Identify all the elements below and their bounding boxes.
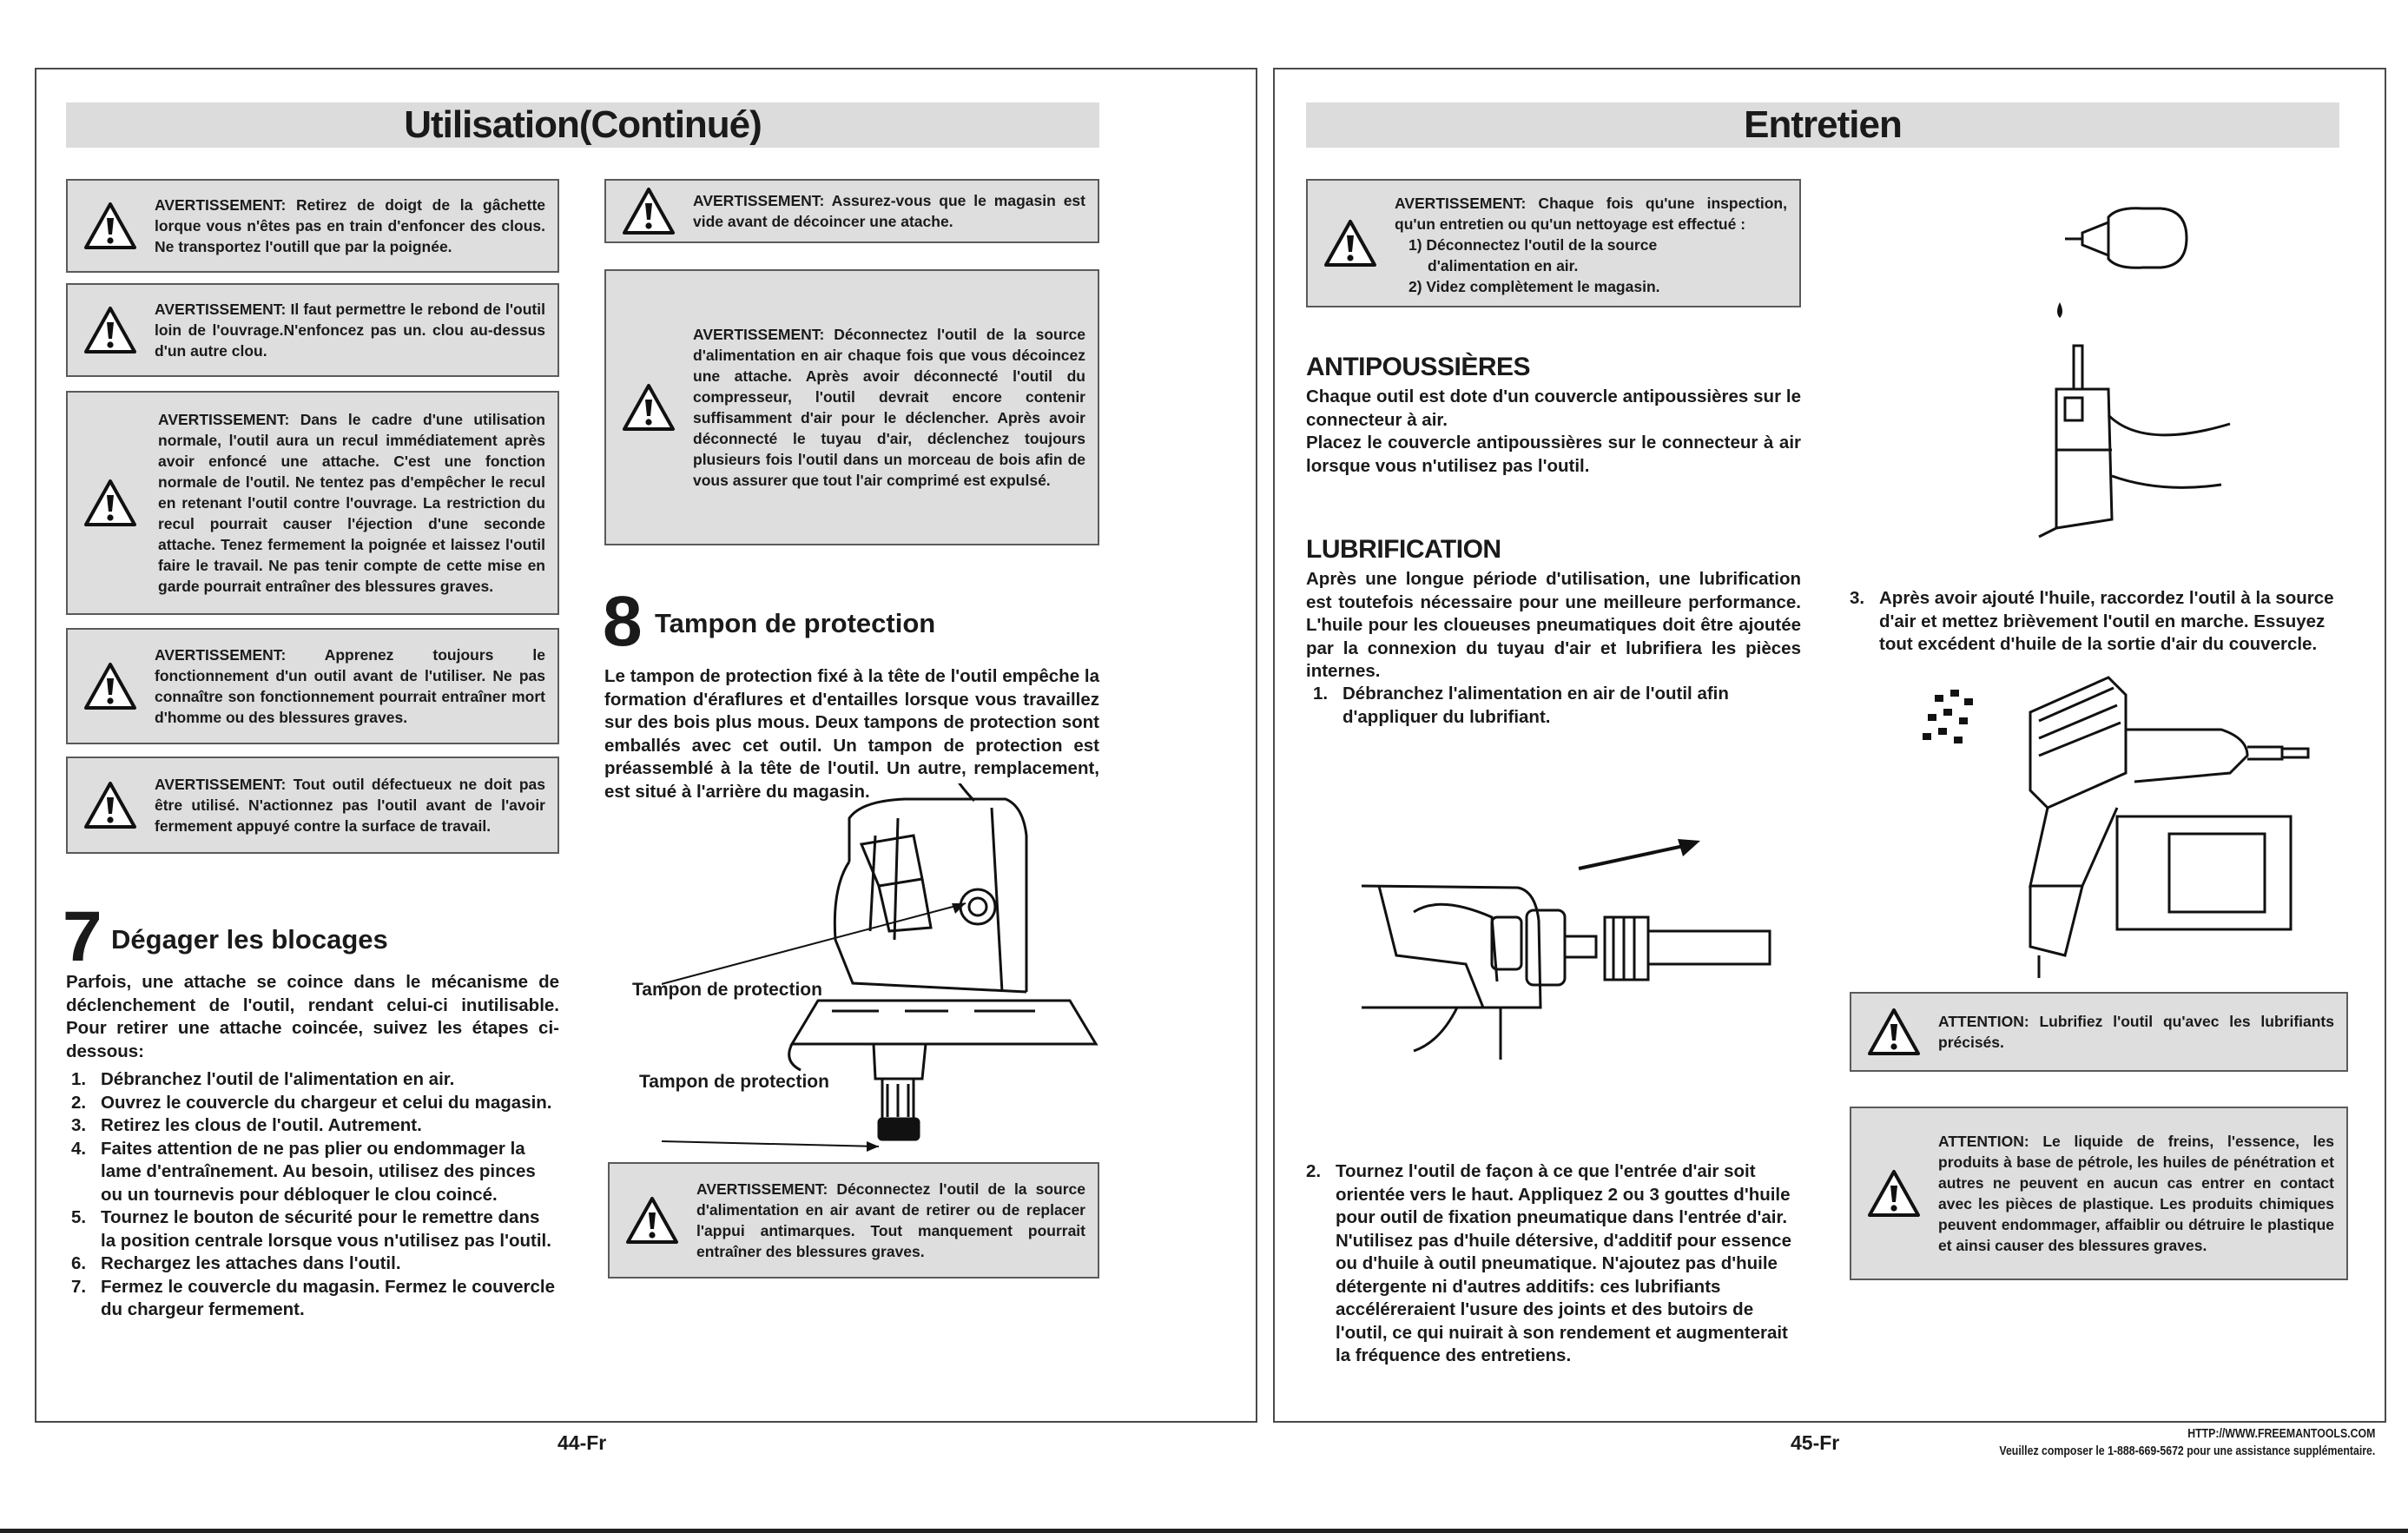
warning-icon [83, 479, 137, 527]
antipoussieres-body [1306, 386, 1801, 478]
coil-nailer-illustration [1909, 669, 2326, 981]
warning-text [696, 1173, 1085, 1268]
list-item [71, 1114, 559, 1138]
lubrification-step3 [1850, 587, 2348, 657]
warning-text [1395, 193, 1787, 297]
warning-icon [1323, 219, 1377, 268]
section-number-7: 7 [63, 897, 102, 976]
warning-text [155, 189, 545, 262]
warning-icon [83, 662, 137, 710]
list-item [71, 1138, 559, 1207]
warning-text [158, 401, 545, 605]
attention-text-2: ATTENTION: Le liquide de freins, l'essence, les produits à base de pétrole, les huiles de pénétration et autres ne peuvent en aucun cas entrer en contact avec les pièces de plastique. Les produits chimiques peuvent endommager, affaiblir ou détruire le plastique et ainsi causer des blessures graves. [1938, 1133, 2334, 1254]
warning-text [693, 189, 1085, 233]
step-text: Tournez l'outil de façon à ce que l'entrée d'air soit orientée vers le haut. Appliquez 2 ou 3 gouttes d'huile pour outil de fixation pneumatique dans l'entrée d'air. N'utilisez pas d'huile détersive, d'additif pour essence ou d'huile à outil pneumatique. N'ajoutez pas d'huile détergente ni d'autres additifs: ces lubrifiants accéléreraient l'usure des joints et des butoirs de l'outil, ce qui nuirait à son rendement et augmenterait la fréquence des entretiens. [1336, 1161, 1791, 1365]
section8-body: Le tampon de protection fixé à la tête de l'outil empêche la formation d'éraflures et d'entailles lorsque vous travaillez sur des bois plus mous. Deux tampons de protection sont emballés avec cet outil. Un tampon de protection est préassemblé à la tête de l'outil. Un autre, remplacement, est situé à l'arrière du magasin. [604, 666, 1099, 802]
warning-item: d'alimentation en air. [1428, 257, 1579, 274]
title-text: Utilisation(Continué) [404, 103, 762, 146]
step-text: Après avoir ajouté l'huile, raccordez l'outil à la source d'air et mettez brièvement l'outil en marche. Essuyez tout excédent d'huile de la sortie d'air du couvercle. [1879, 588, 2334, 654]
step-number: 5. [71, 1207, 87, 1227]
page-title-entretien [1306, 102, 2339, 148]
heading-lubrification: LUBRIFICATION [1306, 535, 1501, 564]
footer-contact [1999, 1425, 2375, 1460]
warning-box [66, 391, 559, 615]
warning-text-8: AVERTISSEMENT: Déconnectez l'outil de la source d'alimentation en air avant de retirer ou de replacer l'appui antimarques. Tout manquement pourrait entraîner des blessures graves. [696, 1180, 1085, 1260]
warning-text-7: AVERTISSEMENT: Déconnectez l'outil de la source d'alimentation en air chaque fois que vous décoincez une attache. Après avoir déconnecté l'outil du compresseur, l'outil devrait encore contenir suffisamment d'air pour le déclencher. Après avoir déconnecté le tuyau d'air, déclenchez toujours plusieurs fois l'outil dans un morceau de bois afin de vous assurer que tout l'air comprimé est expulsé. [693, 326, 1085, 489]
left-page [35, 68, 1257, 1423]
step-number: 1. [71, 1069, 87, 1089]
title-text: Entretien [1744, 103, 1902, 146]
warning-text-2: AVERTISSEMENT: Il faut permettre le rebond de l'outil loin de l'ouvrage.N'enfoncez pas un. clou au-dessus d'un autre clou. [155, 301, 545, 360]
right-page [1273, 68, 2386, 1423]
callout-label: Tampon de protection [632, 980, 822, 1000]
warning-icon [622, 383, 676, 432]
step-number: 7. [71, 1276, 87, 1297]
footer-url[interactable]: HTTP://WWW.FREEMANTOOLS.COM [2187, 1427, 2375, 1441]
list-item [1306, 1160, 1801, 1368]
bottom-divider [0, 1529, 2408, 1533]
step-number: 4. [71, 1138, 87, 1159]
antipoussieres-text-1: Chaque outil est dote d'un couvercle antipoussières sur le connecteur à air. [1306, 387, 1801, 430]
section-number-8: 8 [603, 582, 643, 661]
warning-text-5: AVERTISSEMENT: Tout outil défectueux ne doit pas être utilisé. N'actionnez pas l'outil avant de l'avoir fermement appuyé contre la surface de travail. [155, 776, 545, 835]
step-text: Retirez les clous de l'outil. Autrement. [101, 1115, 422, 1135]
warning-box [66, 628, 559, 744]
step-number: 6. [71, 1253, 87, 1273]
step-number: 2. [1306, 1161, 1322, 1181]
warning-icon [1867, 1008, 1921, 1056]
attention-text [1938, 1117, 2334, 1270]
warning-box [66, 283, 559, 377]
step-number: 1. [1313, 684, 1329, 704]
step-text: Débranchez l'alimentation en air de l'outil afin d'appliquer du lubrifiant. [1343, 684, 1729, 727]
warning-icon [625, 1196, 679, 1245]
warning-icon [1867, 1169, 1921, 1218]
step-text: Faites attention de ne pas plier ou endommager la lame d'entraînement. Au besoin, utilisez des pinces ou un tournevis pour débloquer le clou coincé. [101, 1138, 536, 1205]
warning-icon [83, 306, 137, 354]
warning-box [66, 179, 559, 273]
warning-item: 2) Videz complètement le magasin. [1409, 278, 1660, 295]
lubrification-body: Après une longue période d'utilisation, une lubrification est toutefois nécessaire pour une meilleure performance. L'huile pour les cloueuses pneumatiques doit être ajoutée par la connexion du tuyau d'air et lubrifiera les pièces internes. [1306, 569, 1801, 681]
warning-text-1: AVERTISSEMENT: Retirez de doigt de la gâchette lorque vous n'êtes pas en train d'enfoncer des clous. Ne transportez l'outill que par la poignée. [155, 196, 545, 255]
air-connector-illustration [1362, 834, 1778, 1094]
footer-phone: Veuillez composer le 1-888-669-5672 pour une assistance supplémentaire. [1999, 1444, 2375, 1458]
warning-box [66, 757, 559, 854]
warning-text [155, 638, 545, 734]
page-number-right: 45-Fr [1791, 1431, 1840, 1454]
attention-text [1938, 1002, 2334, 1061]
page-title-utilisation [66, 102, 1099, 148]
section-title-7: Dégager les blocages [111, 924, 388, 955]
warning-item: 1) Déconnectez l'outil de la source [1409, 236, 1658, 254]
list-item [71, 1252, 559, 1276]
warning-text-9: AVERTISSEMENT: Chaque fois qu'une inspection, qu'un entretien ou qu'un nettoyage est effectué : [1395, 195, 1787, 233]
list-item [71, 1068, 559, 1092]
step-number: 3. [71, 1115, 87, 1135]
step-number: 2. [71, 1092, 87, 1113]
warning-text [155, 767, 545, 843]
attention-box [1850, 1107, 2348, 1280]
warning-text [155, 294, 545, 367]
list-item [1850, 587, 2348, 657]
antipoussieres-text-2: Placez le couvercle antipoussières sur le connecteur à air lorsque vous n'utilisez pas l'outil. [1306, 433, 1801, 476]
warning-box [608, 1162, 1099, 1279]
step-text: Tournez le bouton de sécurité pour le remettre dans la position centrale lorsque vous n'utilisez pas l'outil. [101, 1207, 551, 1251]
page-number-left: 44-Fr [557, 1431, 607, 1454]
warning-text-3: AVERTISSEMENT: Dans le cadre d'une utilisation normale, l'outil aura un recul immédiatement après avoir enfoncé une attache. C'est une fonction normale de l'outil. Ne tentez pas d'empêcher le recul en retenant l'outil contre l'ouvrage. La restriction du recul pourrait causer l'éjection d'une seconde attache. Tenez fermement la poignée et laissez l'outil faire le travail. Ne pas tenir compte de cette mise en garde pourrait entraîner des blessures graves. [158, 411, 545, 595]
lubrification-step2 [1306, 1160, 1801, 1368]
warning-text [693, 280, 1085, 535]
section7-steps [71, 1068, 559, 1322]
step-text: Fermez le couvercle du magasin. Fermez le couvercle du chargeur fermement. [101, 1276, 555, 1319]
warning-box [604, 179, 1099, 243]
step-text: Débranchez l'outil de l'alimentation en air. [101, 1069, 455, 1089]
warning-box [604, 269, 1099, 545]
lubrification-step1 [1313, 683, 1801, 729]
section7-intro: Parfois, une attache se coince dans le mécanisme de déclenchement de l'outil, rendant celui-ci inutilisable. Pour retirer une attache coincée, suivez les étapes ci-dessous: [66, 972, 559, 1061]
step-text: Rechargez les attaches dans l'outil. [101, 1253, 401, 1273]
list-item [1313, 683, 1801, 729]
heading-antipoussieres: ANTIPOUSSIÈRES [1306, 353, 1531, 381]
warning-text-6: AVERTISSEMENT: Assurez-vous que le magasin est vide avant de décoincer une atache. [693, 192, 1085, 230]
step-text: Ouvrez le couvercle du chargeur et celui du magasin. [101, 1092, 552, 1113]
oil-bottle-illustration [2022, 189, 2265, 554]
attention-text-1: ATTENTION: Lubrifiez l'outil qu'avec les lubrifiants précisés. [1938, 1013, 2334, 1051]
list-item [71, 1092, 559, 1115]
warning-box [1306, 179, 1801, 307]
list-item [71, 1276, 559, 1322]
warning-icon [83, 202, 137, 250]
list-item [71, 1206, 559, 1252]
warning-icon [83, 781, 137, 829]
step-number: 3. [1850, 588, 1865, 608]
attention-box [1850, 992, 2348, 1072]
warning-text-4: AVERTISSEMENT: Apprenez toujours le fonctionnement d'un outil avant de l'utiliser. Ne pas connaître son fonctionnement pourrait entraîner mort d'homme ou des blessures graves. [155, 646, 545, 726]
section-title-8: Tampon de protection [655, 608, 936, 638]
callout-label: Tampon de protection [639, 1072, 829, 1092]
warning-icon [622, 187, 676, 235]
